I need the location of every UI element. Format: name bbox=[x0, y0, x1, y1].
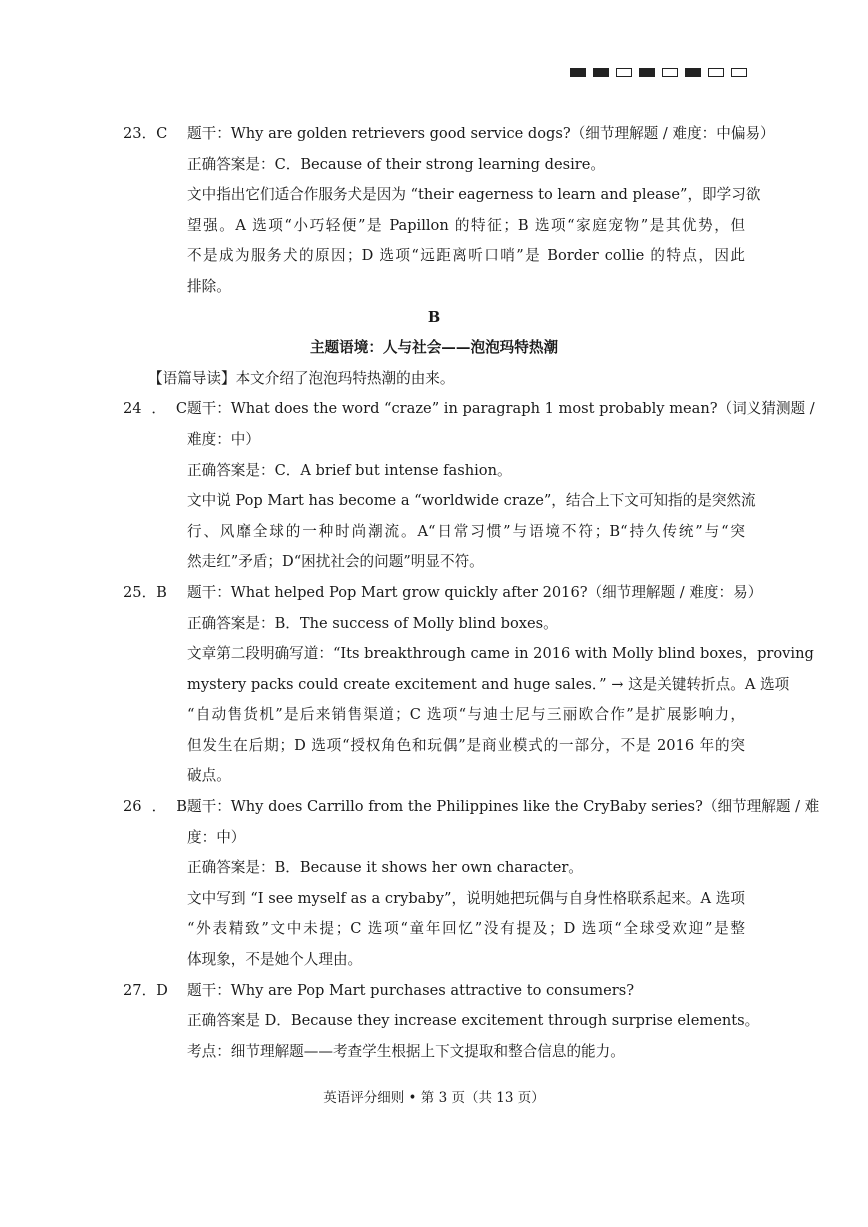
explanation-line: 行、风靡全球的一种时尚潮流。A“日常习惯”与语境不符；B“持久传统”与“突 bbox=[187, 522, 745, 540]
marker-square bbox=[662, 68, 678, 77]
explanation-line: 不是成为服务犬的原因；D 选项“远距离听口哨”是 Border collie 的特点，因此 bbox=[187, 247, 745, 265]
passage-guide: 【语篇导读】本文介绍了泡泡玛特热潮的由来。 bbox=[148, 369, 455, 387]
question-stem: 题干：Why does Carrillo from the Philippines like the CryBaby series?（细节理解题 / 难 bbox=[187, 798, 820, 816]
explanation-line: 体现象，不是她个人理由。 bbox=[187, 951, 363, 969]
question-stem-continued: 度：中） bbox=[187, 828, 246, 846]
question-stem: 题干：Why are golden retrievers good service dogs?（细节理解题 / 难度：中偏易） bbox=[187, 125, 775, 142]
explanation-line: 文中写到 “I see myself as a crybaby”，说明她把玩偶与自身性格联系起来。A 选项 bbox=[187, 889, 745, 907]
question-number: 23．C bbox=[123, 125, 168, 142]
answer-key-content bbox=[0, 119, 868, 1067]
marker-square bbox=[639, 68, 655, 77]
question-stem: 题干：What helped Pop Mart grow quickly after 2016?（细节理解题 / 难度：易） bbox=[187, 583, 763, 601]
explanation-line: 然走红”矛盾；D“困扰社会的问题”明显不符。 bbox=[187, 553, 484, 571]
explanation-line: 文章第二段明确写道：“Its breakthrough came in 2016 with Molly blind boxes，proving bbox=[187, 645, 814, 663]
question-26-stem-line bbox=[123, 792, 820, 823]
explanation-line: 文中指出它们适合作服务犬是因为 “their eagerness to learn and please”，即学习欲 bbox=[187, 186, 761, 204]
correct-answer: 正确答案是：B．The success of Molly blind boxes。 bbox=[187, 614, 558, 632]
question-number: 25．B bbox=[123, 583, 167, 601]
explanation-line: 望强。A 选项“小巧轻便”是 Papillon 的特征；B 选项“家庭宠物”是其优势，但 bbox=[187, 216, 745, 234]
marker-square bbox=[593, 68, 609, 77]
question-number: 24．C bbox=[123, 400, 187, 418]
question-number: 26．B bbox=[123, 798, 187, 816]
correct-answer: 正确答案是：C．A brief but intense fashion。 bbox=[187, 461, 512, 479]
correct-answer: 正确答案是：C．Because of their strong learning desire。 bbox=[187, 155, 605, 173]
marker-square bbox=[616, 68, 632, 77]
question-number: 27．D bbox=[123, 981, 168, 999]
explanation-line: 排除。 bbox=[187, 277, 231, 295]
question-27-stem-line bbox=[123, 976, 745, 1007]
question-stem: 题干：What does the word “craze” in paragraph 1 most probably mean?（词义猜测题 / bbox=[187, 400, 815, 418]
page-footer: 英语评分细则 • 第 3 页（共 13 页） bbox=[323, 1090, 545, 1106]
question-23-stem-line bbox=[123, 119, 775, 150]
page-marker-squares bbox=[570, 68, 747, 77]
section-letter: B bbox=[427, 308, 441, 326]
marker-square bbox=[731, 68, 747, 77]
question-25-stem-line bbox=[123, 578, 763, 609]
section-theme: 主题语境：人与社会——泡泡玛特热潮 bbox=[309, 339, 559, 357]
marker-square bbox=[570, 68, 586, 77]
explanation-line: 但发生在后期；D 选项“授权角色和玩偶”是商业模式的一部分，不是 2016 年的突 bbox=[187, 736, 745, 754]
explanation-line: mystery packs could create excitement and huge sales．” → 这是关键转折点。A 选项 bbox=[187, 675, 790, 693]
marker-square bbox=[685, 68, 701, 77]
marker-square bbox=[708, 68, 724, 77]
question-24-stem-line bbox=[123, 394, 815, 425]
explanation-line: 破点。 bbox=[187, 767, 231, 785]
correct-answer: 正确答案是 D．Because they increase excitement through surprise elements。 bbox=[187, 1012, 760, 1030]
correct-answer: 正确答案是：B．Because it shows her own character。 bbox=[187, 859, 583, 877]
question-stem-continued: 难度：中） bbox=[187, 430, 260, 448]
exam-point: 考点：细节理解题——考查学生根据上下文提取和整合信息的能力。 bbox=[187, 1042, 625, 1060]
explanation-line: “自动售货机”是后来销售渠道；C 选项“与迪士尼与三丽欧合作”是扩展影响力， bbox=[187, 706, 745, 724]
question-stem: 题干：Why are Pop Mart purchases attractive to consumers? bbox=[187, 981, 635, 999]
explanation-line: “外表精致”文中未提；C 选项“童年回忆”没有提及；D 选项“全球受欢迎”是整 bbox=[187, 920, 745, 938]
explanation-line: 文中说 Pop Mart has become a “worldwide craze”，结合上下文可知指的是突然流 bbox=[187, 492, 756, 510]
